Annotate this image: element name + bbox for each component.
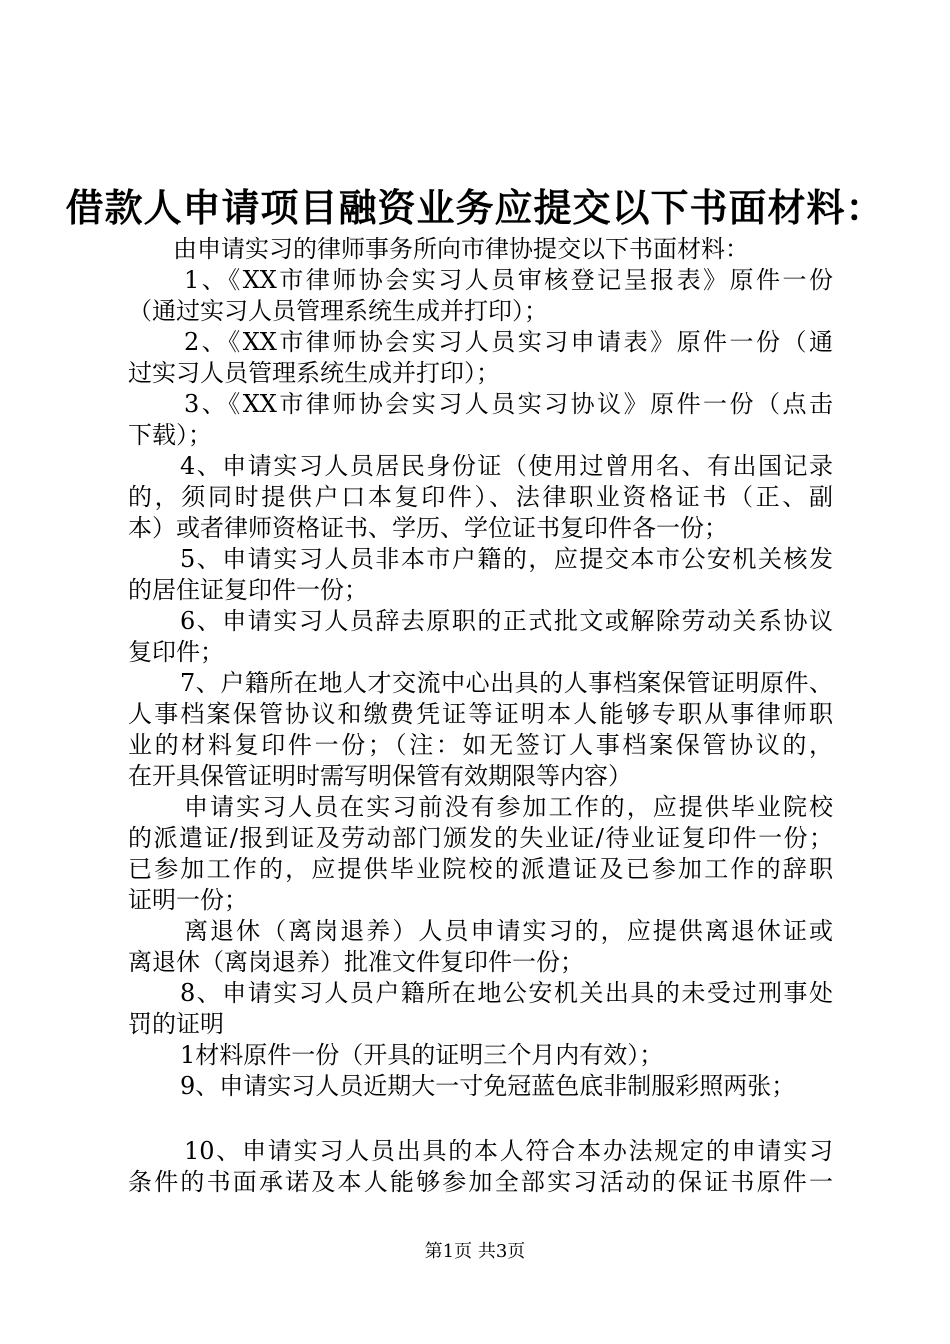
- text-line: 4、申请实习人员居民身份证（使用过曾用名、有出国记录: [180, 452, 833, 480]
- text-line: 业的材料复印件一份；（注：如无签订人事档案保管协议的，: [128, 731, 833, 759]
- text-line: 的，须同时提供户口本复印件）、法律职业资格证书（正、副: [128, 483, 833, 511]
- document-body: [128, 234, 833, 1198]
- text-line: 1、《XX市律师协会实习人员审核登记呈报表》原件一份: [184, 266, 833, 294]
- text-line: 7、户籍所在地人才交流中心出具的人事档案保管证明原件、: [180, 669, 833, 697]
- text-line: 离退休（离岗退养）批准文件复印件一份；: [128, 948, 584, 976]
- text-line: 复印件；: [128, 638, 224, 666]
- text-line: 5、申请实习人员非本市户籍的，应提交本市公安机关核发: [180, 545, 833, 573]
- text-line: 9、申请实习人员近期大一寸免冠蓝色底非制服彩照两张；: [180, 1072, 796, 1100]
- text-line: 2、《XX市律师协会实习人员实习申请表》原件一份（通: [184, 328, 833, 356]
- text-line: 1材料原件一份（开具的证明三个月内有效）；: [180, 1041, 664, 1069]
- text-line: 下载）；: [128, 421, 212, 449]
- text-line: 由申请实习的律师事务所向市律协提交以下书面材料：: [173, 235, 749, 263]
- text-line: 10、申请实习人员出具的本人符合本办法规定的申请实习: [184, 1137, 833, 1165]
- text-line: 证明一份；: [128, 886, 248, 914]
- text-line: 已参加工作的，应提供毕业院校的派遣证及已参加工作的辞职: [128, 855, 833, 883]
- text-line: 在开具保管证明时需写明保管有效期限等内容）: [128, 762, 632, 790]
- text-line: 人事档案保管协议和缴费凭证等证明本人能够专职从事律师职: [128, 700, 833, 728]
- text-line: 8、申请实习人员户籍所在地公安机关出具的未受过刑事处: [180, 979, 833, 1007]
- text-line: 申请实习人员在实习前没有参加工作的，应提供毕业院校: [184, 793, 833, 821]
- document-title: 借款人申请项目融资业务应提交以下书面材料：: [65, 186, 885, 230]
- text-line: 的居住证复印件一份；: [128, 576, 368, 604]
- text-line: 6、申请实习人员辞去原职的正式批文或解除劳动关系协议: [180, 607, 833, 635]
- text-line: 离退休（离岗退养）人员申请实习的，应提供离退休证或: [184, 917, 833, 945]
- text-line: 本）或者律师资格证书、学历、学位证书复印件各一份；: [128, 514, 728, 542]
- text-line: 3、《XX市律师协会实习人员实习协议》原件一份（点击: [184, 390, 833, 418]
- text-line: （通过实习人员管理系统生成并打印）；: [128, 297, 548, 325]
- text-line: 的派遣证/报到证及劳动部门颁发的失业证/待业证复印件一份；: [128, 824, 833, 852]
- text-line: 过实习人员管理系统生成并打印）；: [128, 359, 500, 387]
- paragraph-gap: [128, 1102, 833, 1136]
- page-number-footer: 第1页 共3页: [424, 1241, 526, 1262]
- text-line: 罚的证明: [128, 1010, 224, 1038]
- text-line: 条件的书面承诺及本人能够参加全部实习活动的保证书原件一: [128, 1168, 833, 1196]
